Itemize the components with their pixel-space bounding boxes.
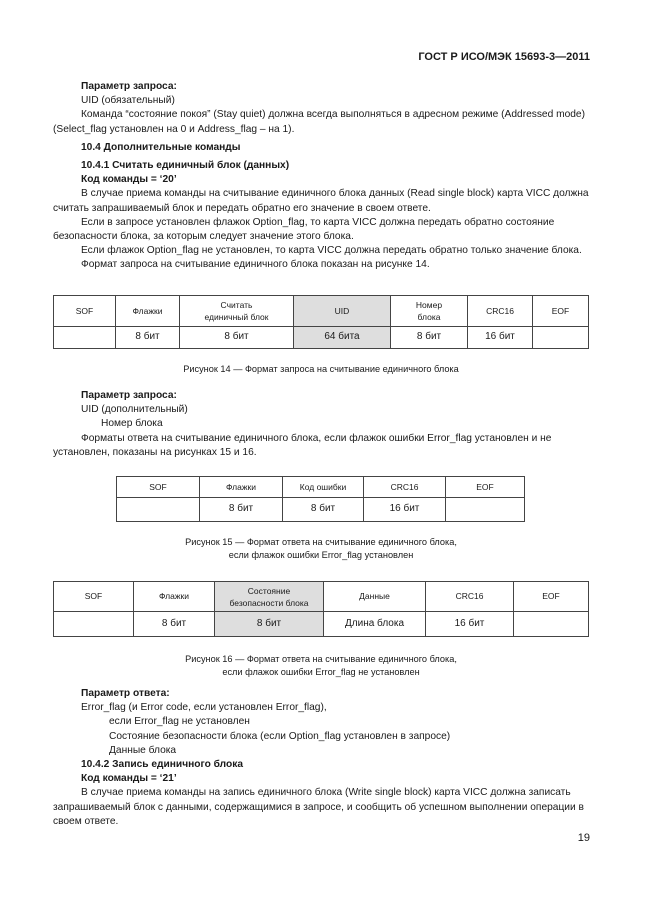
write-single-block-paragraph: В случае приема команды на запись единичного блока (Write single block) карта VICC должна записать запрашиваемый блок с данными, содержащимися в запросе, и сообщить об успешном выполнении операции в своем ответе. <box>53 787 584 827</box>
fig14-header-command: Считать единичный блок <box>180 296 294 327</box>
response-parameter-heading: Параметр ответа: <box>81 688 170 699</box>
fig16-value-flags: 8 бит <box>134 612 215 637</box>
request-parameter-heading-2: Параметр запроса: <box>81 390 177 401</box>
fig14-value-eof <box>533 327 589 349</box>
option-flag-set-paragraph: Если в запросе установлен флажок Option_flag, то карта VICC должна передать обратно состояние безопасности блока, за которым следует значение этого блока. <box>53 216 555 243</box>
response-formats-paragraph: Форматы ответа на считывание единичного блока, если флажок ошибки Error_flag установлен и не установлен, показаны на рисунках 15 и 16. <box>53 432 552 458</box>
fig15-value-crc16: 16 бит <box>364 498 446 522</box>
fig15-value-sof <box>117 498 200 522</box>
fig15-header-flags: Флажки <box>200 477 283 498</box>
fig14-value-command: 8 бит <box>180 327 294 349</box>
fig16-header-eof: EOF <box>514 582 589 612</box>
fig14-header-uid: UID <box>294 296 391 327</box>
figure-15-table <box>116 476 525 522</box>
response-parameters-block <box>53 687 590 829</box>
fig14-value-uid: 64 бита <box>294 327 391 349</box>
figure-15-caption <box>53 536 589 562</box>
error-flag-line: Error_flag (и Error code, если установлен Error_flag), <box>81 702 327 714</box>
block-number-line: Номер блока <box>101 418 163 430</box>
block-data-line: Данные блока <box>109 744 177 756</box>
option-flag-unset-paragraph: Если флажок Option_flag не установлен, то карта VICC должна передать обратно только значение блока. <box>81 245 582 257</box>
figure-15-caption-line-1: Рисунок 15 — Формат ответа на считывание единичного блока, <box>185 537 457 547</box>
fig16-value-security-status: 8 бит <box>215 612 324 637</box>
fig16-value-eof <box>514 612 589 637</box>
fig14-value-block-number: 8 бит <box>391 327 468 349</box>
page-content <box>53 80 590 273</box>
command-code-20: Код команды = ‘20’ <box>81 174 177 186</box>
fig16-header-security-status: Состояние безопасности блока <box>215 582 324 612</box>
fig14-header-sof: SOF <box>54 296 116 327</box>
section-10-4-2-title: 10.4.2 Запись единичного блока <box>81 759 244 771</box>
request-parameters-block-2 <box>53 389 590 460</box>
command-code-21: Код команды = ‘21’ <box>81 773 177 785</box>
fig15-value-eof <box>446 498 525 522</box>
fig14-header-flags: Флажки <box>116 296 180 327</box>
fig16-header-crc16: CRC16 <box>426 582 514 612</box>
figure-15-caption-line-2: если флажок ошибки Error_flag установлен <box>228 550 414 560</box>
document-id-header: ГОСТ Р ИСО/МЭК 15693-3—2011 <box>418 51 590 63</box>
fig15-header-error-code: Код ошибки <box>283 477 364 498</box>
fig16-value-sof <box>54 612 134 637</box>
page-number: 19 <box>577 832 590 844</box>
security-status-line: Состояние безопасности блока (если Option_flag установлен в запросе) <box>109 730 451 742</box>
figure-14-table <box>53 295 589 349</box>
fig14-value-sof <box>54 327 116 349</box>
figure-16-caption <box>53 653 589 679</box>
uid-optional-line: UID (дополнительный) <box>81 404 188 416</box>
uid-required-line: UID (обязательный) <box>81 95 175 107</box>
figure-16-caption-line-1: Рисунок 16 — Формат ответа на считывание единичного блока, <box>185 654 457 664</box>
fig16-header-sof: SOF <box>54 582 134 612</box>
fig15-value-flags: 8 бит <box>200 498 283 522</box>
fig14-header-crc16: CRC16 <box>468 296 533 327</box>
request-parameter-heading: Параметр запроса: <box>81 81 177 92</box>
error-flag-not-set-line: если Error_flag не установлен <box>109 716 250 728</box>
fig14-header-eof: EOF <box>533 296 589 327</box>
fig15-header-sof: SOF <box>117 477 200 498</box>
section-10-4-title: 10.4 Дополнительные команды <box>81 141 241 153</box>
fig15-header-eof: EOF <box>446 477 525 498</box>
fig14-value-flags: 8 бит <box>116 327 180 349</box>
fig15-value-error-code: 8 бит <box>283 498 364 522</box>
figure-16-table <box>53 581 589 637</box>
fig16-header-flags: Флажки <box>134 582 215 612</box>
fig14-header-block-number: Номер блока <box>391 296 468 327</box>
section-10-4-1-title: 10.4.1 Считать единичный блок (данных) <box>81 160 290 172</box>
fig15-header-crc16: CRC16 <box>364 477 446 498</box>
fig16-value-crc16: 16 бит <box>426 612 514 637</box>
figure-16-caption-line-2: если флажок ошибки Error_flag не установлен <box>222 667 420 677</box>
request-format-paragraph: Формат запроса на считывание единичного блока показан на рисунке 14. <box>81 259 430 271</box>
figure-14-caption: Рисунок 14 — Формат запроса на считывание единичного блока <box>183 364 459 374</box>
read-single-block-paragraph: В случае приема команды на считывание единичного блока данных (Read single block) карта VICC должна считать запрашиваемый блок и передать обратно его значение в своем ответе. <box>53 188 589 214</box>
fig14-value-crc16: 16 бит <box>468 327 533 349</box>
fig16-value-data: Длина блока <box>324 612 426 637</box>
stay-quiet-paragraph: Команда “состояние покоя” (Stay quiet) должна всегда выполняться в адресном режиме (Addressed mode) (Select_flag установлен на 0 и Address_flag – на 1). <box>53 109 585 135</box>
fig16-header-data: Данные <box>324 582 426 612</box>
